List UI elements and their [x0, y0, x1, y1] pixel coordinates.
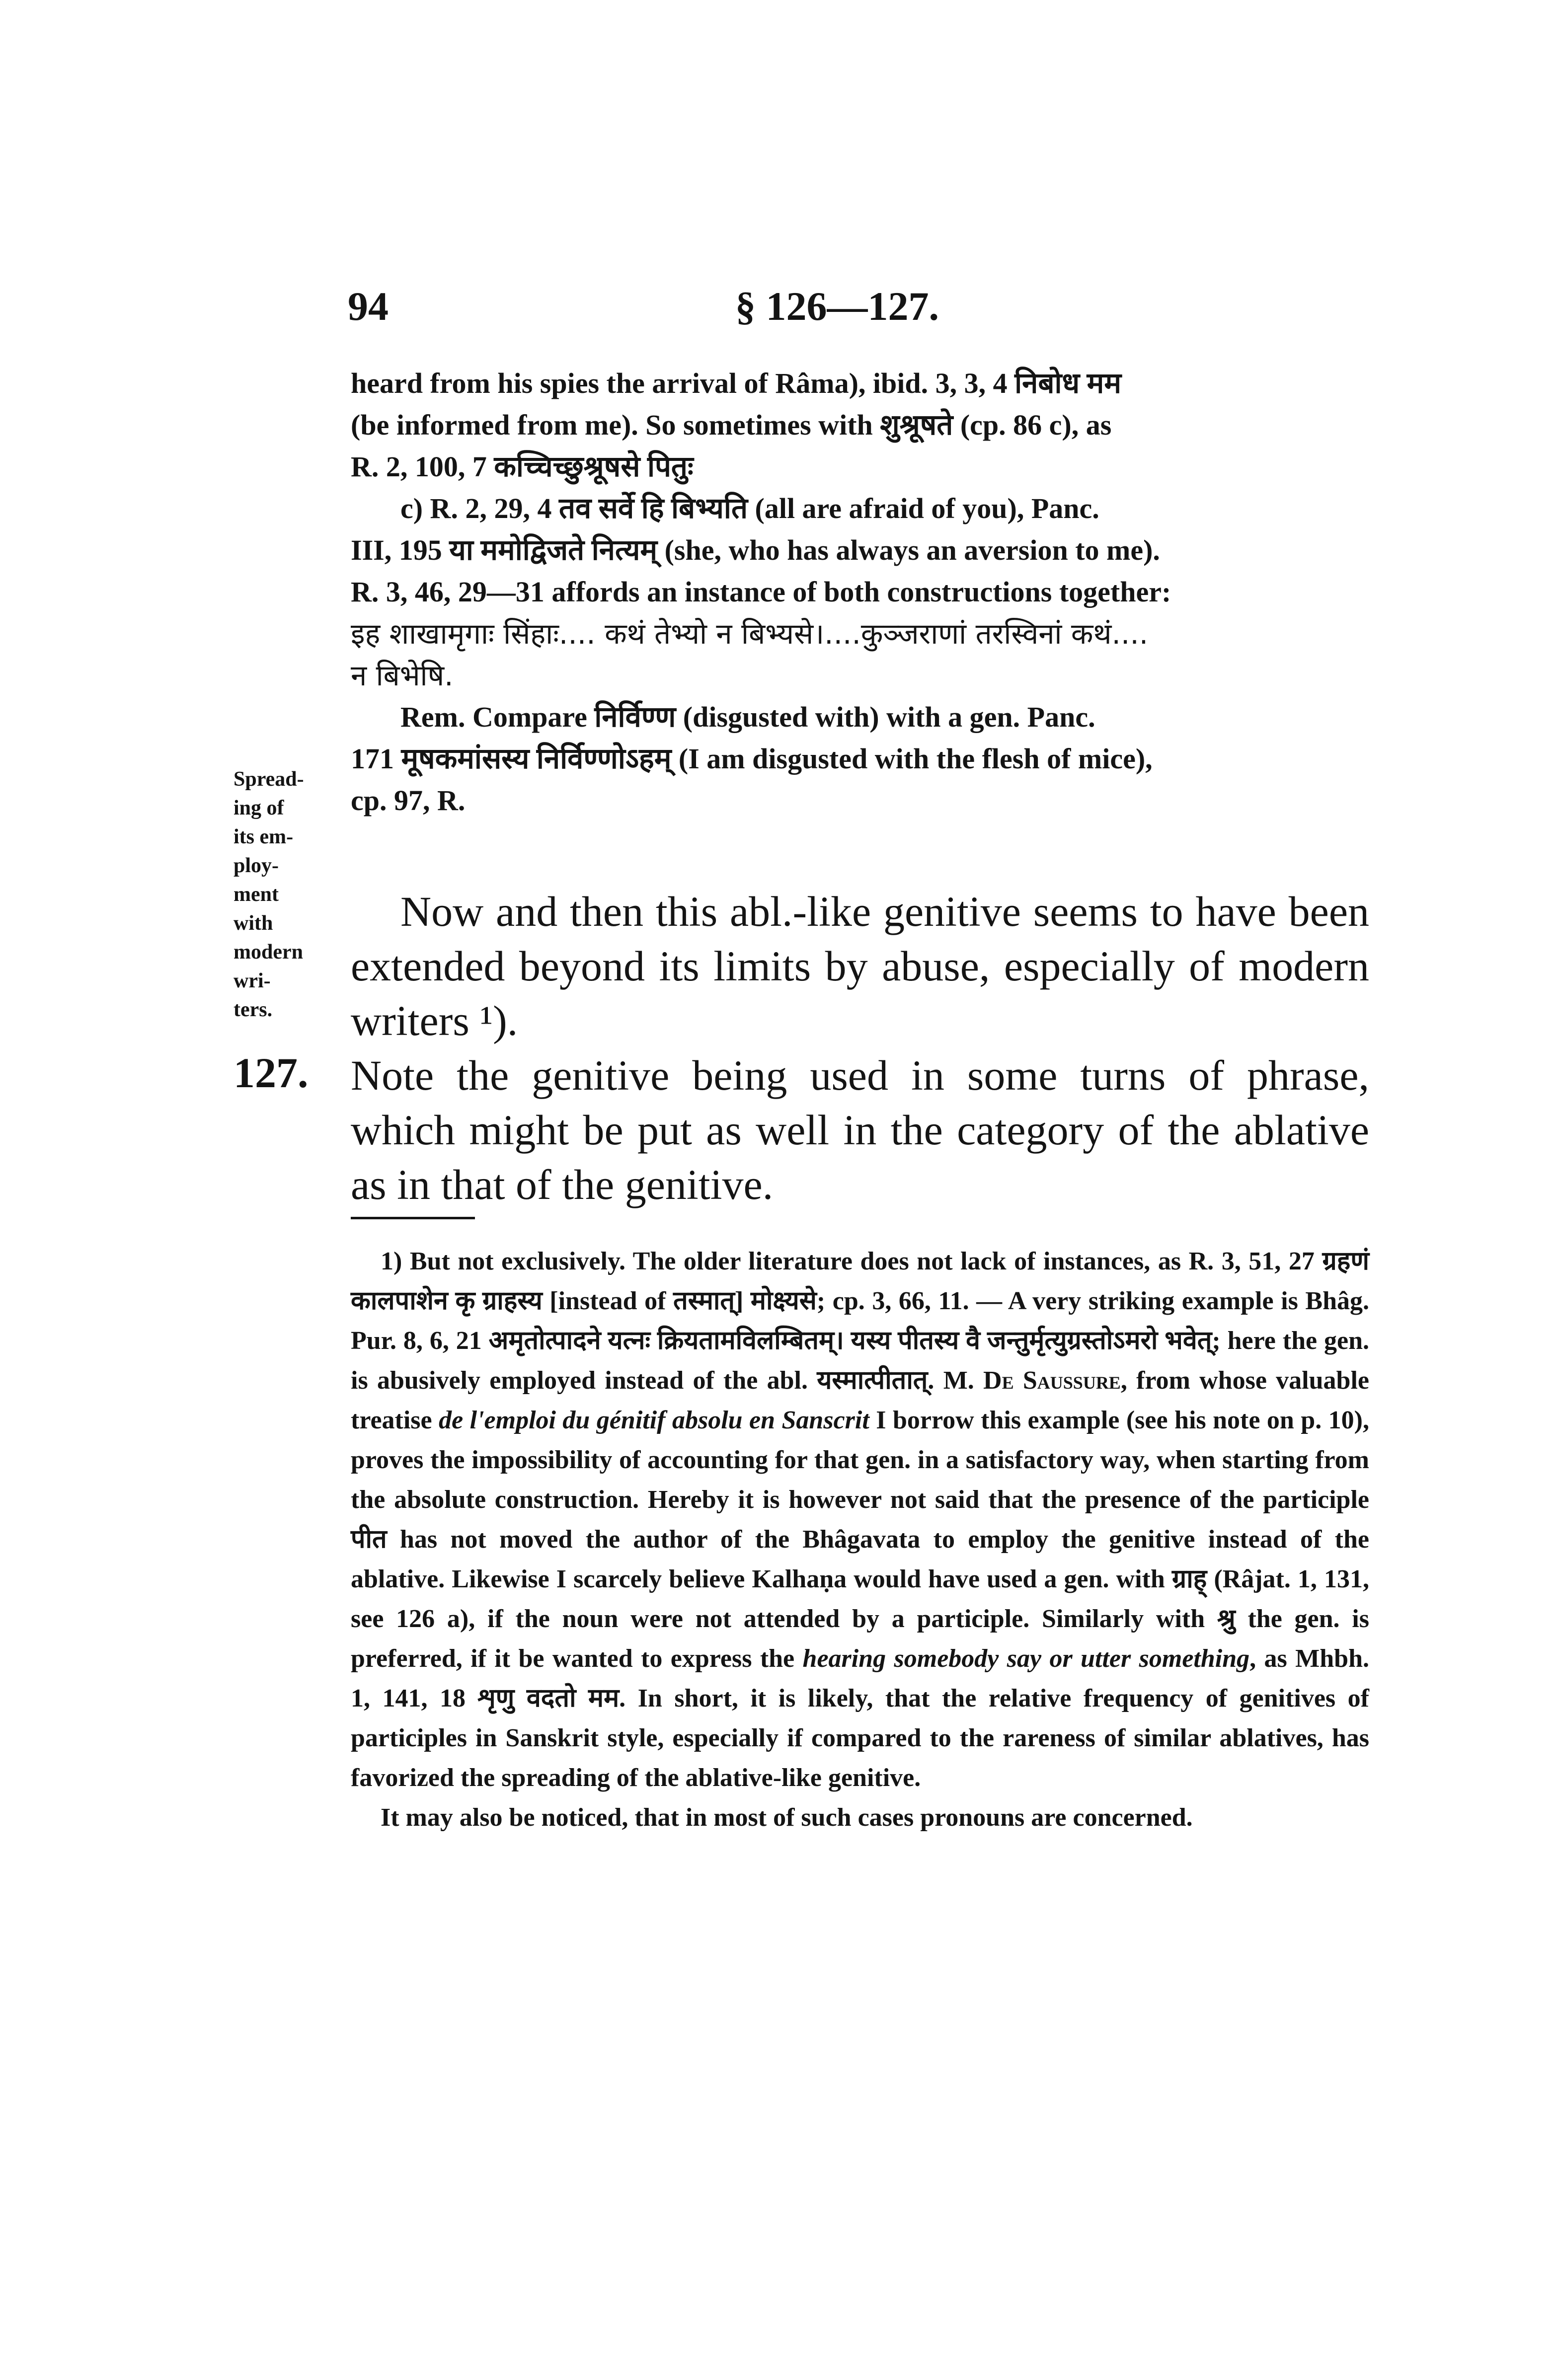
text-line: (be informed from me). So sometimes with शुश्रूषते (cp. 86 c), as — [351, 409, 1112, 441]
footnote-text: I borrow this example (see his note on p. 10), proves the impossibility of accounting for that gen. in a satisfactory way, when starting from the absolute construction. Hereby it is however not said that the presence of the participle पीत has not moved the author of the Bhâgavata to employ the genitive instead of the ablative. Likewise I scarcely believe Kalhaṇa would have used a gen. with ग्राह् (Râjat. 1, 131, see 126 a), if the noun were not attended by a participle. Similarly with श्रु the gen. is preferred, if it be wanted to express the — [351, 1406, 1369, 1673]
devanagari-line: न बिभेषि. — [351, 659, 454, 692]
treatise-title: de l'emploi du génitif absolu en Sanscrit — [439, 1406, 869, 1434]
remark-line: cp. 97, R. — [351, 784, 466, 817]
section-range: § 126—127. — [735, 284, 939, 329]
footnote — [351, 1242, 1369, 1838]
text-line: heard from his spies the arrival of Râma), ibid. 3, 3, 4 निबोध मम — [351, 367, 1122, 399]
paragraph-text: Note the genitive being used in some turns of phrase, which might be put as well in the category of the ablative as in that of the genitive. — [351, 1051, 1369, 1208]
text-line: III, 195 या ममोद्विजते नित्यम् (she, who has always an aversion to me). — [351, 534, 1160, 566]
continuation-block — [351, 363, 1369, 821]
main-paragraph — [351, 884, 1369, 1048]
section-number: 127. — [234, 1049, 309, 1097]
text-line: c) R. 2, 29, 4 तव सर्वे हि बिभ्यति (all are afraid of you), Panc. — [400, 492, 1099, 524]
paragraph-text: Now and then this abl.-like genitive seems to have been extended beyond its limits by abuse, especially of modern writers ¹). — [351, 888, 1369, 1044]
page-header — [348, 283, 1361, 338]
footnote-text: , as Mhbh. 1, 141, 18 शृणु वदतो मम. In short, it is likely, that the relative frequency of genitives of participles in Sanskrit style, especially if compared to the rareness of similar ablatives, has favorized the spreading of the ablative-like genitive. — [351, 1644, 1370, 1792]
footnote-text: 1) But not exclusively. The older literature does not lack of instances, as R. 3, 51, 27 ग्रहणं कालपाशेन कृ ग्राहस्य [instead of तस्मात्] मोक्ष्यसे; cp. 3, 66, 11. — A very striking example is Bhâg. Pur. 8, 6, 21 अमृतोत्पादने यत्नः क्रियतामविलम्बितम्। यस्य पीतस्य वै जन्तुर्मृत्युग्रस्तोऽमरो भवेत्; here the gen. is abusively employed instead of the abl. यस्मात्पीतात्. M. — [351, 1247, 1369, 1395]
page-number: 94 — [348, 284, 389, 329]
section-127-paragraph — [351, 1048, 1369, 1212]
footnote-divider — [351, 1217, 475, 1219]
margin-note: Spread- ing of its em- ploy- ment with modern wri- ters. — [234, 768, 304, 1021]
author-name: De Saussure — [983, 1366, 1121, 1395]
footnote-paragraph — [351, 1242, 1369, 1798]
text-line: R. 3, 46, 29—31 affords an instance of both constructions together: — [351, 576, 1171, 608]
text-line: R. 2, 100, 7 कच्चिच्छुश्रूषसे पितुः — [351, 450, 694, 483]
remark-line: Rem. Compare निर्विण्ण (disgusted with) with a gen. Panc. — [400, 701, 1095, 733]
devanagari-line: इह शाखामृगाः सिंहाः.... कथं तेभ्यो न बिभ्यसे।....कुञ्जराणां तरस्विनां कथं.... — [351, 617, 1149, 651]
remark-line: 171 मूषकमांसस्य निर्विण्णोऽहम् (I am disgusted with the flesh of mice), — [351, 743, 1153, 775]
footnote-text: , from whose valuable treatise — [351, 1366, 1369, 1434]
footnote-paragraph: It may also be noticed, that in most of such cases pronouns are concerned. — [381, 1803, 1193, 1832]
italic-phrase: hearing somebody say or utter something — [802, 1644, 1250, 1673]
